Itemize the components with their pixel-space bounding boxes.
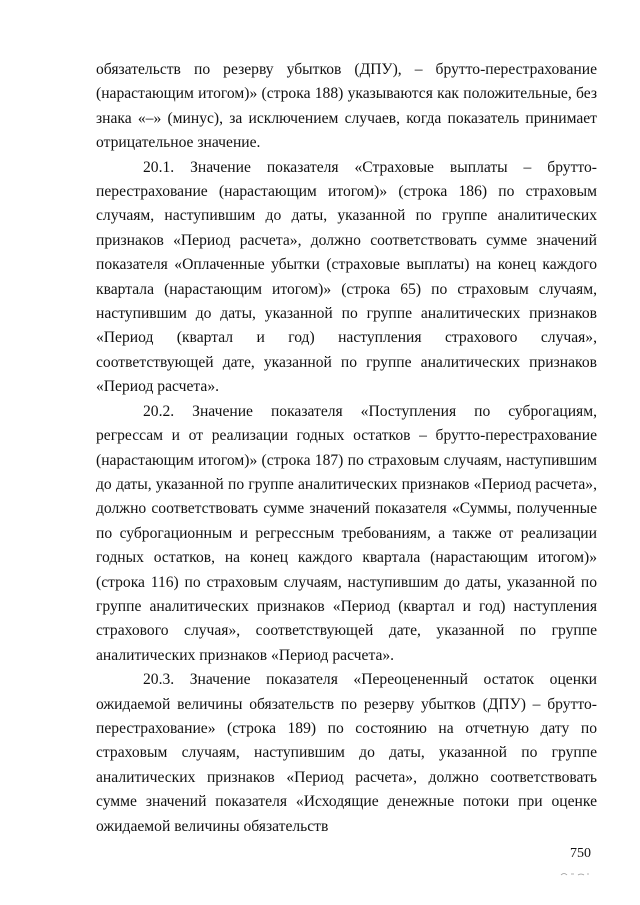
paragraph-continuation: обязательств по резерву убытков (ДПУ), – брутто-перестрахование (нарастающим итогом)» (строка 188) указываются как положительные, без знака «–» (минус), за исключением случаев, когда показатель принимает отрицательное значение.: [96, 61, 597, 152]
scan-artifact-mark: [560, 870, 590, 878]
paragraph-20-3: 20.3. Значение показателя «Переоцененный остаток оценки ожидаемой величины обязательств по резерву убытков (ДПУ) – брутто-перестрахование» (строка 189) по состоянию на отчетную дату по страховым случаям, наступившим до даты, указанной по группе аналитических признаков «Период расчета», должно соответствовать сумме значений показателя «Исходящие денежные потоки при оценке ожидаемой величины обязательств: [96, 671, 597, 835]
paragraph-20-2: 20.2. Значение показателя «Поступления по суброгациям, регрессам и от реализации годных остатков – брутто-перестрахование (нарастающим итогом)» (строка 187) по страховым случаям, наступившим до даты, указанной по группе аналитических признаков «Период расчета», должно соответствовать сумме значений показателя «Суммы, полученные по суброгационным и регрессным требованиям, а также от реализации годных остатков, на конец каждого квартала (нарастающим итогом)» (строка 116) по страховым случаям, наступившим до даты, указанной по группе аналитических признаков «Период (квартал и год) наступления страхового случая», соответствующей дате, указанной по группе аналитических признаков «Период расчета».: [96, 402, 597, 664]
page-number: 750: [570, 846, 591, 861]
paragraph-20-1: 20.1. Значение показателя «Страховые выплаты – брутто-перестрахование (нарастающим итогом)» (строка 186) по страховым случаям, наступившим до даты, указанной по группе аналитических признаков «Период расчета», должно соответствовать сумме значений показателя «Оплаченные убытки (страховые выплаты) на конец каждого квартала (нарастающим итогом)» (строка 65) по страховым случаям, наступившим до даты, указанной по группе аналитических признаков «Период (квартал и год) наступления страхового случая», соответствующей дате, указанной по группе аналитических признаков «Период расчета».: [96, 158, 597, 396]
document-page: [96, 58, 597, 839]
